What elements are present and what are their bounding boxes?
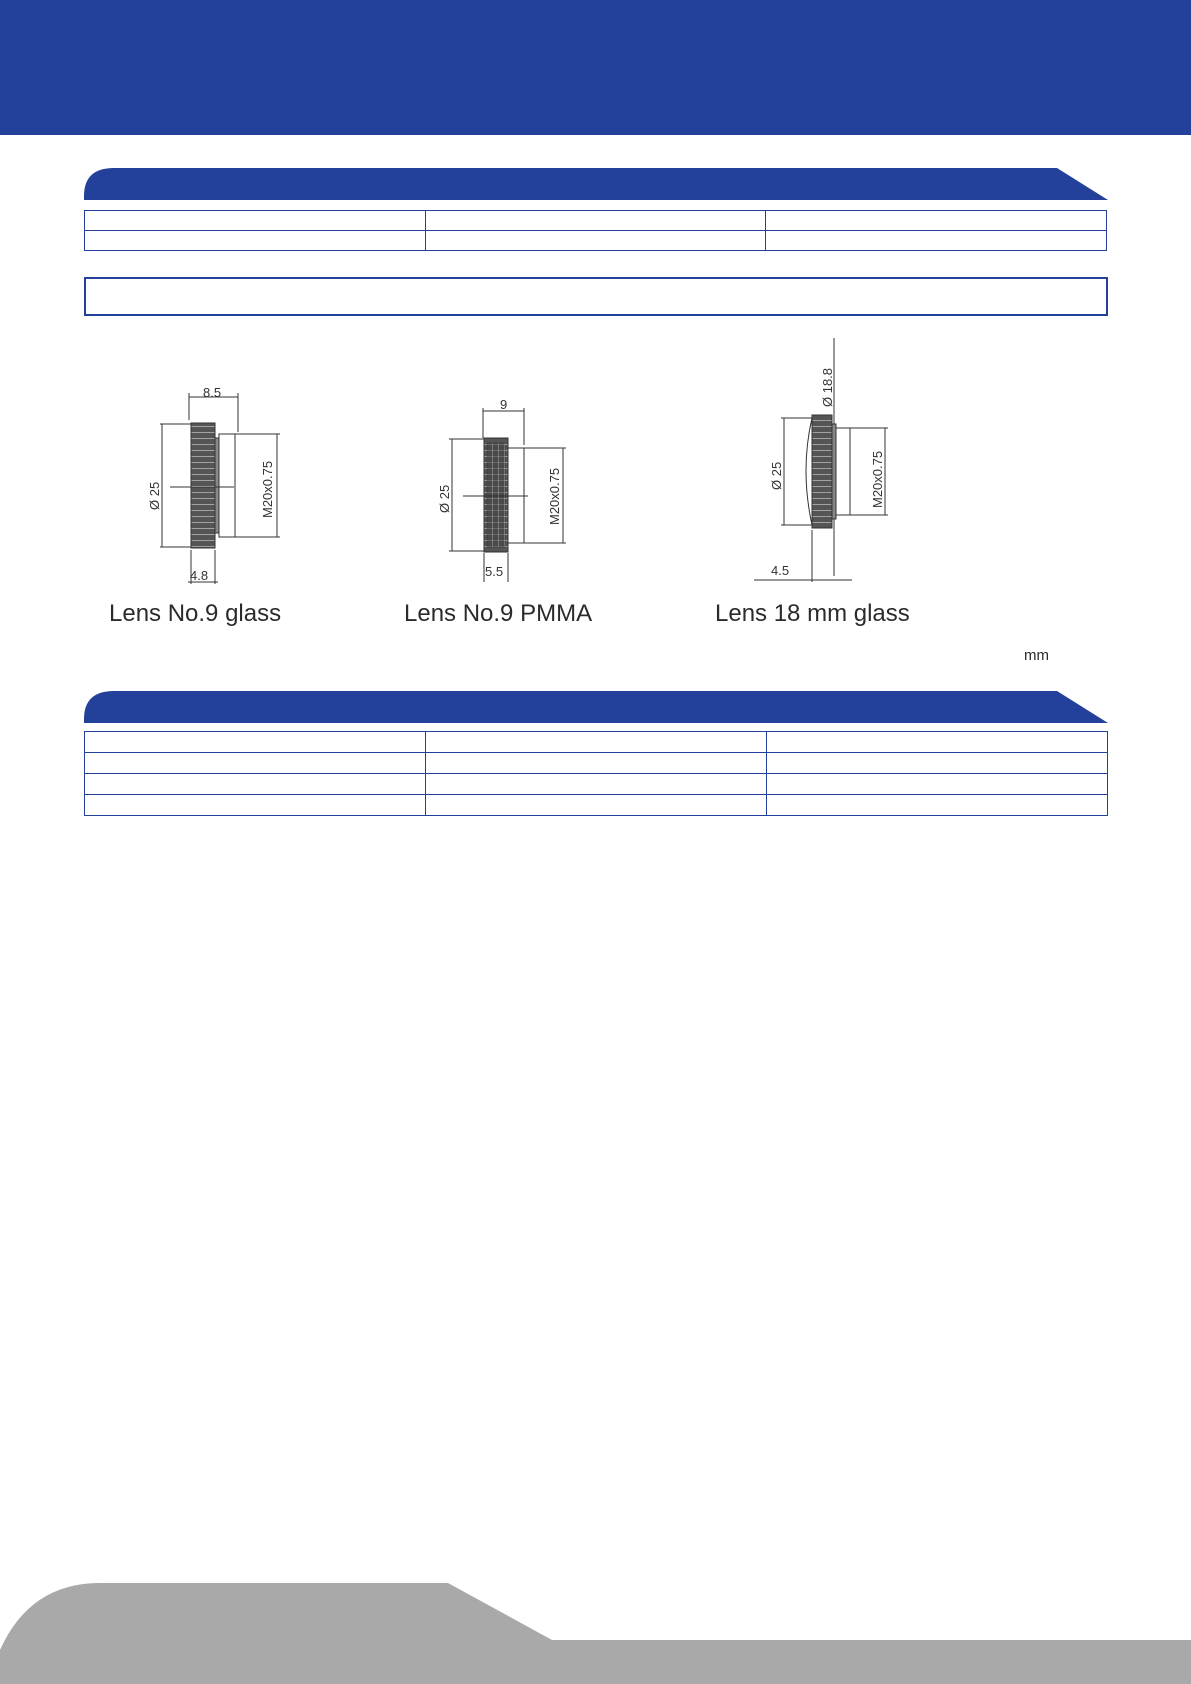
dim-inner-diameter: Ø 18.8: [820, 367, 835, 407]
table-cell: [767, 753, 1108, 774]
table-row: [85, 774, 1108, 795]
table-cell: [85, 231, 426, 251]
table-row: [85, 795, 1108, 816]
table-cell: [85, 753, 426, 774]
table-cell: [425, 231, 766, 251]
table-cell: [767, 732, 1108, 753]
spec-table-1: [84, 210, 1107, 251]
dim-length-bottom: 4.5: [771, 563, 790, 578]
dim-diameter: Ø 25: [769, 461, 784, 490]
note-box: [84, 277, 1108, 316]
table-cell: [85, 211, 426, 231]
table-cell: [426, 732, 767, 753]
dim-length-bottom: 5.5: [485, 564, 504, 579]
header-band: [0, 0, 1191, 135]
section-banner-1: [84, 168, 1108, 200]
table-cell: [766, 211, 1107, 231]
table-cell: [426, 795, 767, 816]
table-cell: [426, 753, 767, 774]
unit-label: mm: [1024, 647, 1049, 664]
table-cell: [85, 774, 426, 795]
dim-thread: M20x0.75: [870, 450, 885, 508]
dim-length-top: 8.5: [203, 385, 222, 400]
spec-table-2: [84, 731, 1108, 816]
table-cell: [767, 774, 1108, 795]
table-cell: [425, 211, 766, 231]
lens-caption-no9-glass: Lens No.9 glass: [109, 600, 282, 627]
table-row: [85, 211, 1107, 231]
table-row: [85, 753, 1108, 774]
footer-band: [0, 1575, 1191, 1684]
table-cell: [766, 231, 1107, 251]
table-cell: [426, 774, 767, 795]
lens-caption-no9-pmma: Lens No.9 PMMA: [404, 600, 593, 627]
table-cell: [767, 795, 1108, 816]
dim-thread: M20x0.75: [260, 460, 275, 518]
table-cell: [85, 795, 426, 816]
dim-length-top: 9: [500, 397, 508, 412]
section-banner-2: [84, 691, 1108, 723]
table-cell: [85, 732, 426, 753]
dim-thread: M20x0.75: [547, 467, 562, 525]
dim-diameter: Ø 25: [437, 484, 452, 513]
table-row: [85, 231, 1107, 251]
lens-caption-18mm-glass: Lens 18 mm glass: [715, 600, 910, 627]
dim-length-bottom: 4.8: [190, 568, 209, 583]
table-row: [85, 732, 1108, 753]
dim-diameter: Ø 25: [147, 481, 162, 510]
